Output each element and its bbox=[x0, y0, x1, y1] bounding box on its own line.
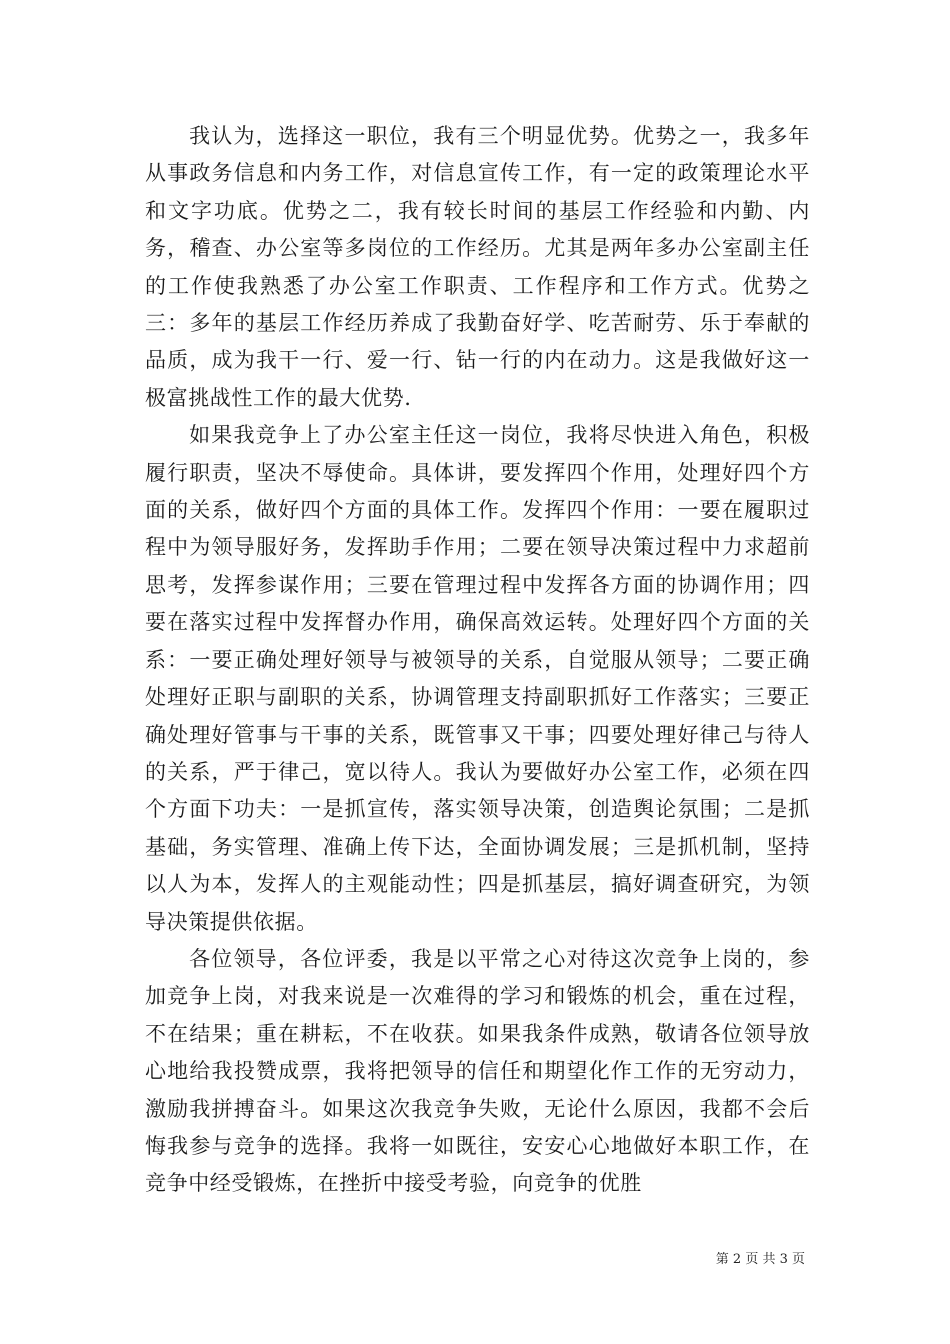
page-number-footer: 第 2 页 共 3 页 bbox=[715, 1252, 805, 1267]
paragraph-closing: 各位领导，各位评委，我是以平常之心对待这次竞争上岗的，参加竞争上岗，对我来说是一次难得的学习和锻炼的机会，重在过程，不在结果；重在耕耘，不在收获。如果我条件成熟，敬请各位领导放心地给我投赞成票，我将把领导的信任和期望化作工作的无穷动力，激励我拼搏奋斗。如果这次我竞争失败，无论什么原因，我都不会后悔我参与竞争的选择。我将一如既往，安安心心地做好本职工作，在竞争中经受锻炼，在挫折中接受考验，向竞争的优胜 bbox=[145, 946, 810, 1196]
document-body bbox=[145, 118, 810, 1203]
paragraph-work-plan: 如果我竞争上了办公室主任这一岗位，我将尽快进入角色，积极履行职责，坚决不辱使命。具体讲，要发挥四个作用，处理好四个方面的关系，做好四个方面的具体工作。发挥四个作用：一要在履职过程中为领导服好务，发挥助手作用；二要在领导决策过程中力求超前思考，发挥参谋作用；三要在管理过程中发挥各方面的协调作用；四要在落实过程中发挥督办作用，确保高效运转。处理好四个方面的关系：一要正确处理好领导与被领导的关系，自觉服从领导；二要正确处理好正职与副职的关系，协调管理支持副职抓好工作落实；三要正确处理好管事与干事的关系，既管事又干事；四要处理好律己与待人的关系，严于律己，宽以待人。我认为要做好办公室工作，必须在四个方面下功夫：一是抓宣传，落实领导决策，创造舆论氛围；二是抓基础，务实管理、准确上传下达，全面协调发展；三是抓机制，坚持以人为本，发挥人的主观能动性；四是抓基层，搞好调查研究，为领导决策提供依据。 bbox=[145, 423, 810, 934]
paragraph-advantages: 我认为，选择这一职位，我有三个明显优势。优势之一，我多年从事政务信息和内务工作，对信息宣传工作，有一定的政策理论水平和文字功底。优势之二，我有较长时间的基层工作经验和内勤、内务，稽查、办公室等多岗位的工作经历。尤其是两年多办公室副主任的工作使我熟悉了办公室工作职责、工作程序和工作方式。优势之三：多年的基层工作经历养成了我勤奋好学、吃苦耐劳、乐于奉献的品质，成为我干一行、爱一行、钻一行的内在动力。这是我做好这一极富挑战性工作的最大优势. bbox=[145, 124, 810, 410]
